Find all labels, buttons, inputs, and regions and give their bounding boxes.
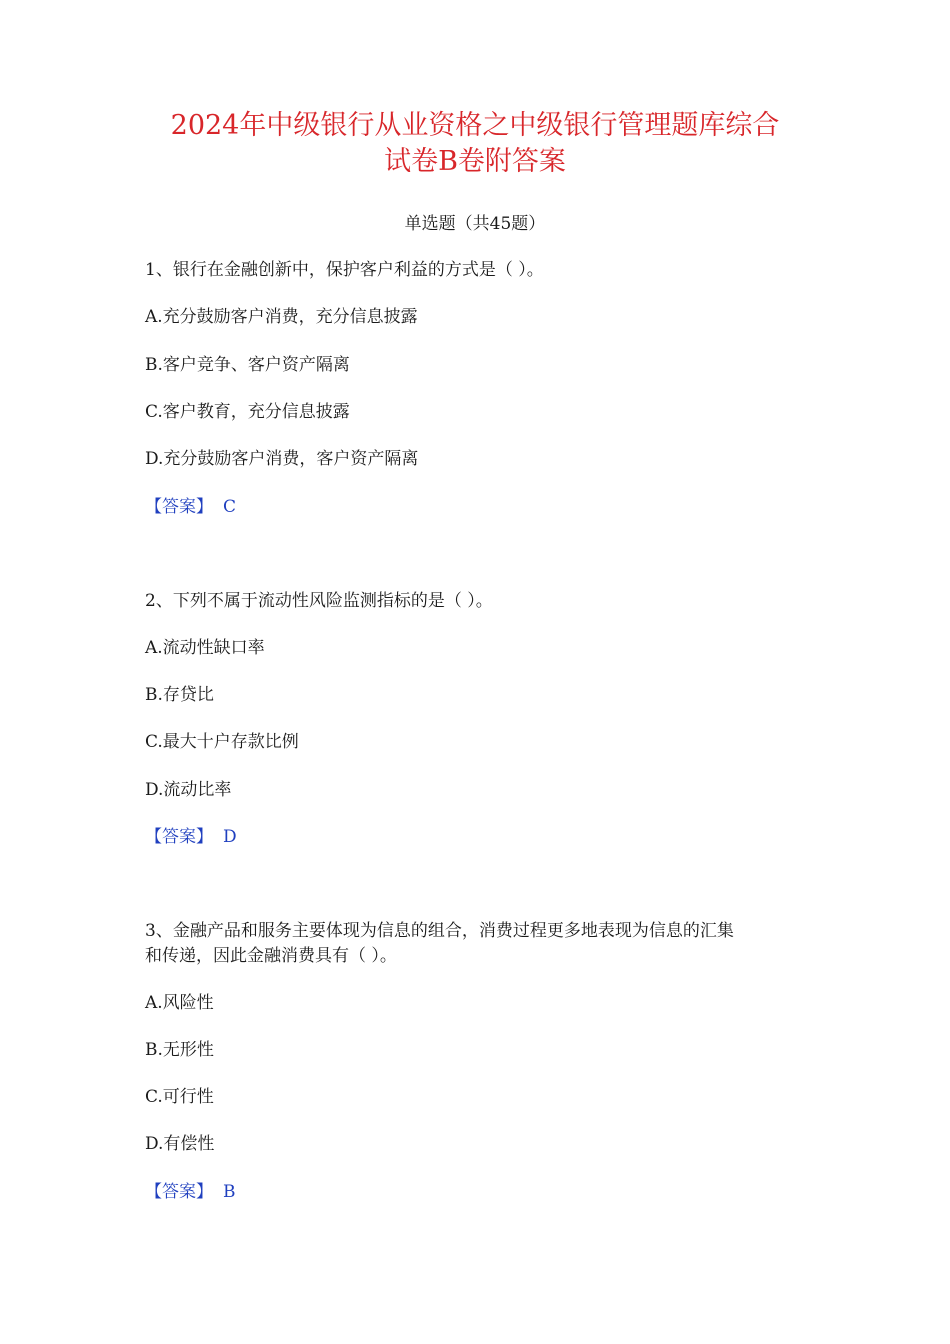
question-3-answer — [145, 1180, 825, 1204]
question-1-option-d: D.充分鼓励客户消费，客户资产隔离 — [145, 449, 419, 469]
question-2-stem: 2、下列不属于流动性风险监测指标的是（ ）。 — [145, 591, 493, 611]
section-heading: 单选题（共45题） — [404, 214, 546, 234]
question-1-stem: 1、银行在金融创新中，保护客户利益的方式是（ ）。 — [145, 260, 544, 280]
answer-value: C — [223, 497, 237, 517]
answer-tag: 【答案】 — [145, 827, 213, 847]
question-3-option-c: C.可行性 — [145, 1087, 214, 1107]
question-2-option-a: A.流动性缺口率 — [145, 638, 265, 658]
question-1-answer — [145, 495, 825, 519]
question-3-option-d: D.有偿性 — [145, 1134, 215, 1154]
question-2-option-d: D.流动比率 — [145, 780, 232, 800]
question-3-stem-line-1: 3、金融产品和服务主要体现为信息的组合，消费过程更多地表现为信息的汇集 — [145, 921, 734, 941]
answer-value: B — [223, 1182, 236, 1202]
question-3-option-b: B.无形性 — [145, 1040, 214, 1060]
answer-tag: 【答案】 — [145, 497, 213, 517]
answer-tag: 【答案】 — [145, 1182, 213, 1202]
question-1-option-a: A.充分鼓励客户消费，充分信息披露 — [145, 307, 418, 327]
question-2-answer — [145, 825, 825, 849]
question-1-option-c: C.客户教育，充分信息披露 — [145, 402, 350, 422]
document-title-line-2: 试卷B卷附答案 — [384, 146, 566, 177]
question-2-option-c: C.最大十户存款比例 — [145, 732, 299, 752]
question-3-stem-line-2: 和传递，因此金融消费具有（ ）。 — [145, 946, 397, 966]
document-title-line-1: 2024年中级银行从业资格之中级银行管理题库综合 — [170, 110, 780, 141]
question-3-option-a: A.风险性 — [145, 993, 214, 1013]
question-2-option-b: B.存贷比 — [145, 685, 214, 705]
question-1-option-b: B.客户竞争、客户资产隔离 — [145, 355, 350, 375]
answer-value: D — [223, 827, 237, 847]
